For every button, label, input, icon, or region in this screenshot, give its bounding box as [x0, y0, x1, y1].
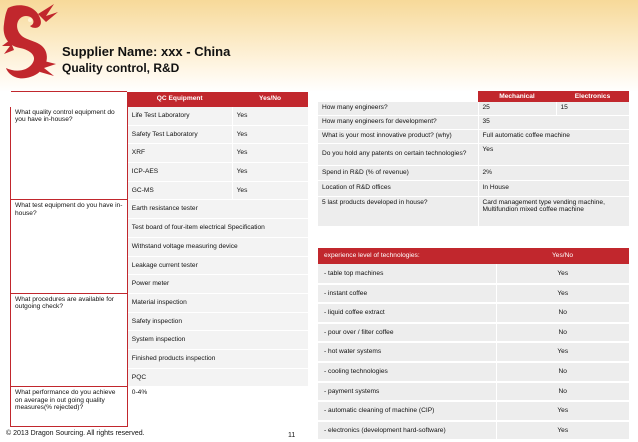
tech-cell: - table top machines: [318, 264, 496, 284]
qc-header-blank: [11, 92, 128, 107]
question-cell: Spend in R&D (% of revenue): [318, 165, 478, 180]
value-cell: Yes: [496, 342, 629, 362]
value-cell: Yes: [496, 264, 629, 284]
equipment-cell: Safety Test Laboratory: [127, 125, 232, 144]
value-cell: No: [496, 303, 629, 323]
table-row: [318, 115, 629, 129]
equipment-cell: Test board of four-item electrical Specification: [127, 219, 308, 238]
value-cell: Yes: [232, 181, 308, 200]
question-cell: What quality control equipment do you have in-house?: [11, 107, 128, 200]
table-row: [11, 387, 309, 427]
value-cell: Yes: [496, 421, 629, 441]
procedure-cell: System inspection: [127, 331, 308, 350]
page-number: 11: [288, 432, 296, 439]
value-cell: Yes: [496, 401, 629, 421]
table-row: [318, 129, 629, 143]
value-cell: Full automatic coffee machine: [478, 129, 629, 143]
copyright-footer: © 2013 Dragon Sourcing. All rights reserved.: [6, 430, 145, 437]
table-row: [11, 293, 309, 312]
value-cell: 35: [478, 115, 629, 129]
performance-cell: 0-4%: [127, 387, 308, 427]
value-cell: Yes: [232, 107, 308, 126]
tech-cell: - liquid coffee extract: [318, 303, 496, 323]
question-cell: What performance do you achieve on average in out going quality measures(% rejected)?: [11, 387, 128, 427]
qc-table: [10, 91, 308, 427]
question-cell: How many engineers?: [318, 102, 478, 115]
rd-header-blank: [318, 91, 478, 102]
tech-cell: - payment systems: [318, 382, 496, 402]
table-row: [11, 107, 309, 126]
rd-header-electronics: Electronics: [556, 91, 629, 102]
question-cell: What procedures are available for outgoing check?: [11, 293, 128, 386]
rd-table: [318, 91, 629, 227]
table-row: [318, 180, 629, 196]
question-cell: Do you hold any patents on certain technologies?: [318, 143, 478, 165]
procedure-cell: PQC: [127, 368, 308, 387]
question-cell: Location of R&D offices: [318, 180, 478, 196]
procedure-cell: Safety inspection: [127, 312, 308, 331]
procedure-cell: Finished products inspection: [127, 349, 308, 368]
table-row: [318, 165, 629, 180]
equipment-cell: GC-MS: [127, 181, 232, 200]
tech-header-yesno: Yes/No: [496, 248, 629, 264]
value-cell: Yes: [478, 143, 629, 165]
rd-header-mechanical: Mechanical: [478, 91, 556, 102]
question-cell: What is your most innovative product? (why): [318, 129, 478, 143]
dragon-icon: [0, 0, 60, 90]
page-title: Supplier Name: xxx - China: [62, 44, 231, 59]
value-cell: Yes: [232, 125, 308, 144]
value-cell: Yes: [232, 144, 308, 163]
equipment-cell: Withstand voltage measuring device: [127, 237, 308, 256]
title-block: [62, 44, 230, 75]
table-row: [318, 362, 629, 382]
equipment-cell: XRF: [127, 144, 232, 163]
table-row: [318, 102, 629, 115]
equipment-cell: Leakage current tester: [127, 256, 308, 275]
value-cell: 15: [556, 102, 629, 115]
qc-header-yesno: Yes/No: [232, 92, 308, 107]
tech-header-label: experience level of technologies:: [318, 248, 496, 264]
question-cell: How many engineers for development?: [318, 115, 478, 129]
tech-cell: - instant coffee: [318, 284, 496, 304]
equipment-cell: Earth resistance tester: [127, 200, 308, 219]
tech-cell: - electronics (development hard-software): [318, 421, 496, 441]
table-row: [318, 284, 629, 304]
procedure-cell: Material inspection: [127, 293, 308, 312]
tech-cell: - pour over / filter coffee: [318, 323, 496, 343]
value-cell: Yes: [496, 284, 629, 304]
table-row: [318, 264, 629, 284]
value-cell: 2%: [478, 165, 629, 180]
value-cell: No: [496, 382, 629, 402]
value-cell: No: [496, 323, 629, 343]
tech-table: [318, 248, 629, 441]
equipment-cell: Life Test Laboratory: [127, 107, 232, 126]
page-subtitle: Quality control, R&D: [62, 61, 180, 75]
table-row: [318, 342, 629, 362]
table-row: [318, 323, 629, 343]
tech-cell: - cooling technologies: [318, 362, 496, 382]
table-row: [11, 200, 309, 219]
table-row: [318, 196, 629, 226]
tech-cell: - hot water systems: [318, 342, 496, 362]
value-cell: Card management type vending machine, Multifundion mixed coffee machine: [478, 196, 629, 226]
table-row: [318, 303, 629, 323]
equipment-cell: Power meter: [127, 275, 308, 294]
question-cell: What test equipment do you have in-house?: [11, 200, 128, 293]
value-cell: No: [496, 362, 629, 382]
value-cell: In House: [478, 180, 629, 196]
table-row: [318, 143, 629, 165]
value-cell: Yes: [232, 163, 308, 182]
question-cell: 5 last products developed in house?: [318, 196, 478, 226]
table-row: [318, 382, 629, 402]
table-row: [318, 401, 629, 421]
equipment-cell: ICP-AES: [127, 163, 232, 182]
table-row: [318, 421, 629, 441]
qc-header-equipment: QC Equipment: [127, 92, 232, 107]
tech-cell: - automatic cleaning of machine (CIP): [318, 401, 496, 421]
value-cell: 25: [478, 102, 556, 115]
